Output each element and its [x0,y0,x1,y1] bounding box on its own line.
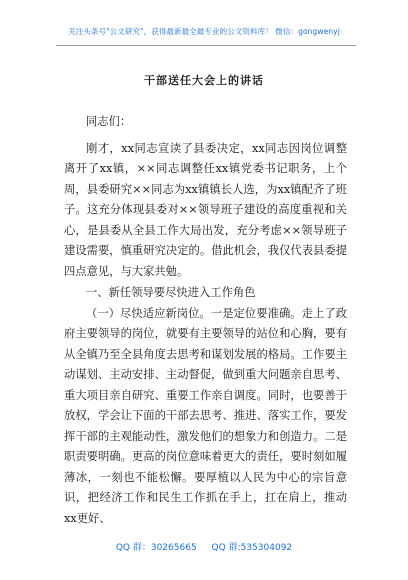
paragraph: （一）尽快适应新岗位。一是定位要准确。走上了政府主要领导的岗位，就要有主要领导的站位和心胸，要有从全镇乃至全县角度去思考和谋划发展的格局。工作要主动谋划、主动安排、主动督促，做到重大问题亲自思考、重大项目亲自研究、重要工作亲自调度。同时，也要善于放权，学会让下面的干部去思考、推进、落实工作，要发挥干部的主观能动性，激发他们的想象力和创造力。二是职责要明确。更高的岗位意味着更大的责任，要时刻如履薄冰，一刻也不能松懈。要厚植以人民为中心的宗旨意识，把经济工作和民生工作抓在手上，扛在肩上，推动xx更好、 [64,306,347,525]
document-title: 干部送任大会上的讲话 [144,74,264,87]
salutation: 同志们： [86,115,132,128]
page-header-banner: 关注头条号"公文研究"，获得最新最全最专业的公文资料库！ 微信：gongwenyj [68,27,340,36]
header-divider [56,45,356,46]
footer-qq-group-1: QQ 群：30265665 [115,543,197,553]
document-body [64,112,347,529]
section-heading: 一、新任领导要尽快进入工作角色 [86,286,256,299]
page-footer [0,540,408,553]
paragraph: 刚才，xx同志宣读了县委决定，xx同志因岗位调整离开了xx镇，××同志调整任xx镇党委书记职务，上个周，县委研究××同志为xx镇镇长人选，为xx镇配齐了班子。这充分体现县委对××领导班子建设的高度重视和关心，是县委从全县工作大局出发，充分考虑××领导班子建设需要，慎重研究决定的。借此机会，我仅代表县委提四点意见，与大家共勉。 [64,141,347,278]
footer-qq-group-2: QQ 群:535304092 [211,543,293,553]
